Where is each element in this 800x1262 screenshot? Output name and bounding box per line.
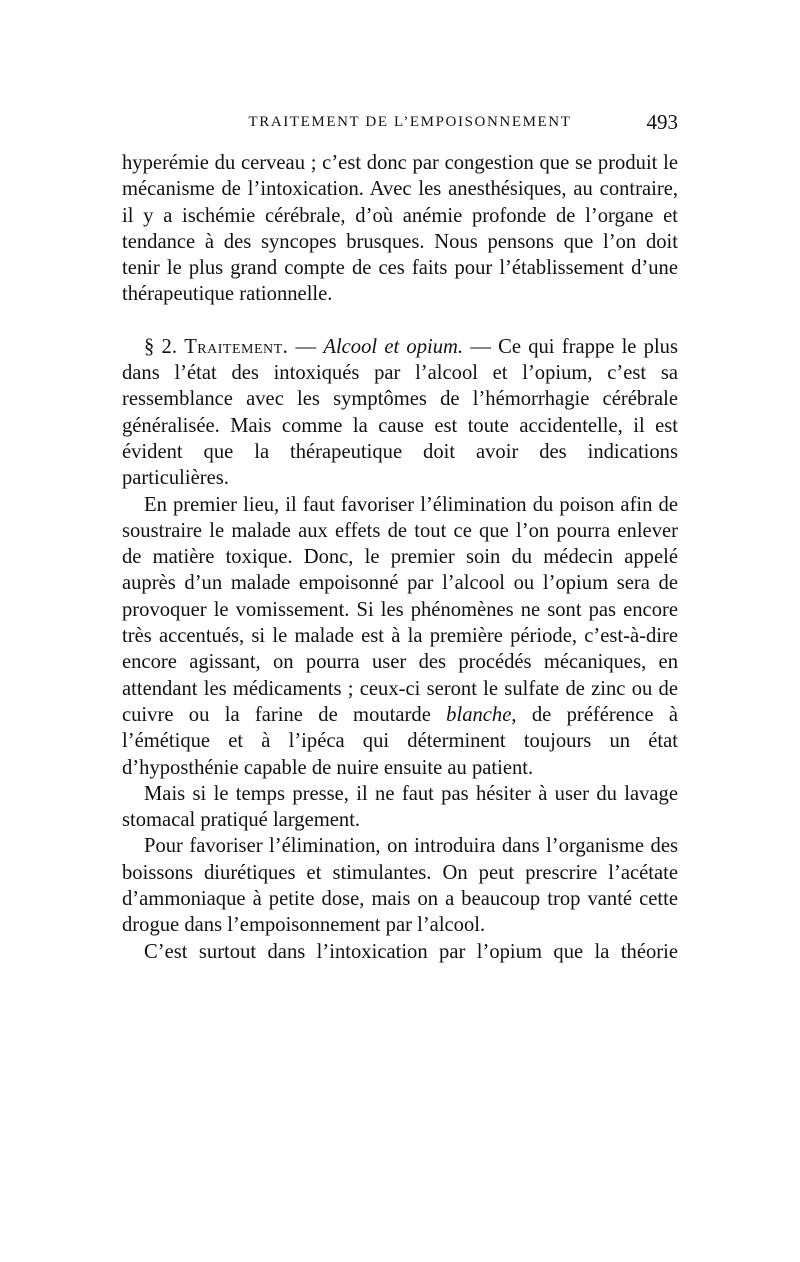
paragraph-1: hyperémie du cerveau ; c’est donc par congestion que se produit le mécanisme de l’intoxication. Avec les anesthésiques, au contraire, il y a ischémie cérébrale, d’où anémie profonde de l’organe et tendance à des syncopes brusques. Nous pensons que l’on doit tenir le plus grand compte de ces faits pour l’établissement d’une thérapeutique rationnelle. <box>122 152 678 306</box>
body-text <box>122 150 678 965</box>
running-head <box>122 110 678 136</box>
running-title: TRAITEMENT DE L’EMPOISONNEMENT <box>248 114 572 130</box>
paragraph-2 <box>122 334 678 492</box>
book-page <box>122 0 678 965</box>
section-number: § 2. <box>144 335 185 358</box>
heading-dash: — <box>288 335 324 358</box>
section-subject: Alcool et opium. <box>323 335 464 358</box>
paragraph-3-text-b: , de préférence à l’émétique et à l’ipéca qui déterminent toujours un état d’hyposthénie capable de nuire ensuite au patient. <box>122 703 678 779</box>
page-number: 493 <box>646 110 678 134</box>
paragraph-3-italic: blanche <box>446 703 512 726</box>
section-heading: Traitement. <box>184 335 289 358</box>
paragraph-3 <box>122 492 678 781</box>
paragraph-4: Mais si le temps presse, il ne faut pas hésiter à user du lavage stomacal pratiqué largement. <box>122 782 678 832</box>
paragraph-5: Pour favoriser l’élimination, on introduira dans l’organisme des boissons diurétiques et stimulantes. On peut prescrire l’acétate d’ammoniaque à petite dose, mais on a beaucoup trop vanté cette drogue dans l’empoisonnement par l’alcool. <box>122 835 678 937</box>
paragraph-3-text-a: En premier lieu, il faut favoriser l’élimination du poison afin de soustraire le malade aux effets de tout ce que l’on pourra enlever de matière toxique. Donc, le premier soin du médecin appelé auprès d’un malade empoisonné par l’alcool ou l’opium sera de provoquer le vomissement. Si les phénomènes ne sont pas encore très accentués, si le malade est à la première période, c’est-à-dire encore agissant, on pourra user des procédés mécaniques, en attendant les médicaments ; ceux-ci seront le sulfate de zinc ou de cuivre ou la farine de moutarde <box>122 493 678 726</box>
paragraph-2-text: — Ce qui frappe le plus dans l’état des intoxiqués par l’alcool et l’opium, c’est sa ressemblance avec les symptômes de l’hémorrhagie cérébrale généralisée. Mais comme la cause est toute accidentelle, il est évident que la thérapeutique doit avoir des indications particulières. <box>122 335 678 490</box>
paragraph-6: C’est surtout dans l’intoxication par l’opium que la théorie <box>144 940 678 963</box>
